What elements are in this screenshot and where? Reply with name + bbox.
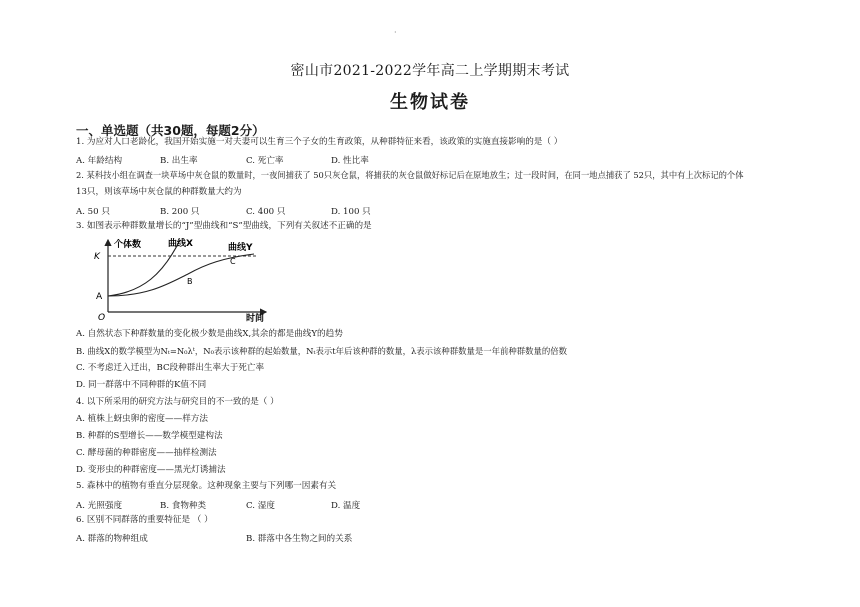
q2-option-b: B. 200 只 bbox=[160, 207, 200, 217]
q2-option-d: D. 100 只 bbox=[331, 207, 371, 217]
q3-option-a: A. 自然状态下种群数量的变化极少数是曲线X,其余的都是曲线Y的趋势 bbox=[76, 329, 343, 339]
question-6-stem: 6. 区别不同群落的重要特征是 （ ） bbox=[76, 515, 213, 525]
q1-option-b: B. 出生率 bbox=[160, 156, 198, 166]
q2-option-c: C. 400 只 bbox=[246, 207, 286, 217]
q4-option-a: A. 植株上蚜虫卵的密度——样方法 bbox=[76, 414, 208, 424]
c-label: C bbox=[230, 257, 236, 266]
x-axis-label: 时间 bbox=[246, 314, 265, 322]
origin-label: O bbox=[98, 313, 106, 322]
exam-title: 密山市2021-2022学年高二上学期期末考试 bbox=[290, 63, 570, 79]
q4-option-b: B. 种群的S型增长——数学模型建构法 bbox=[76, 431, 223, 441]
k-label: K bbox=[94, 252, 100, 262]
question-1-options bbox=[76, 154, 476, 166]
section-heading: 一、单选题（共30题，每题2分） bbox=[76, 123, 265, 138]
question-2-stem: 2. 某科技小组在调查一块草场中灰仓鼠的数量时，一夜间捕获了 50只灰仓鼠，将捕获的灰仓鼠做好标记后在原地放生；过一段时间，在同一地点捕获了 52只，其中有上次标记的个体 bbox=[76, 170, 744, 180]
q5-option-b: B. 食物种类 bbox=[160, 501, 207, 511]
q6-option-a: A. 群落的物种组成 bbox=[76, 534, 148, 544]
question-1-stem: 1. 为应对人口老龄化，我国开始实施一对夫妻可以生育三个子女的生育政策，从种群特征来看，该政策的实施直接影响的是（ ） bbox=[76, 137, 563, 147]
q1-option-d: D. 性比率 bbox=[331, 156, 369, 166]
q3-option-d: D. 同一群落中不同种群的K值不同 bbox=[76, 380, 207, 390]
q1-option-a: A. 年龄结构 bbox=[76, 156, 123, 166]
question-2-options bbox=[76, 205, 476, 217]
q5-option-d: D. 温度 bbox=[331, 501, 361, 511]
y-axis-label: 个体数 bbox=[114, 240, 142, 250]
q5-option-c: C. 湿度 bbox=[246, 501, 275, 511]
population-growth-figure bbox=[88, 236, 278, 322]
q4-option-c: C. 酵母菌的种群密度——抽样检测法 bbox=[76, 448, 217, 458]
q1-option-c: C. 死亡率 bbox=[246, 156, 284, 166]
a-label: A bbox=[96, 292, 103, 302]
question-6-options bbox=[76, 532, 476, 544]
question-5-stem: 5. 森林中的植物有垂直分层现象。这种现象主要与下列哪一因素有关 bbox=[76, 481, 337, 491]
curve-y-label: 曲线Y bbox=[228, 243, 253, 253]
q6-option-b: B. 群落中各生物之间的关系 bbox=[246, 534, 353, 544]
b-label: B bbox=[187, 277, 193, 286]
question-4-stem: 4. 以下所采用的研究方法与研究目的不一致的是（ ） bbox=[76, 397, 279, 407]
curve-x-label: 曲线X bbox=[168, 239, 193, 249]
q3-option-c: C. 不考虑迁入迁出，BC段种群出生率大于死亡率 bbox=[76, 363, 265, 373]
header-dot: · bbox=[394, 28, 397, 37]
q5-option-a: A. 光照强度 bbox=[76, 501, 123, 511]
exam-subject: 生物试卷 bbox=[390, 92, 470, 113]
q3-option-b: B. 曲线X的数学模型为Nₜ=N₀λᵗ，N₀表示该种群的起始数量，Nₜ表示t年后该种群的数量，λ表示该种群数量是一年前种群数量的倍数 bbox=[76, 346, 568, 356]
q2-option-a: A. 50 只 bbox=[76, 207, 110, 217]
question-2-stem-continued: 13只，则该草场中灰仓鼠的种群数量大约为 bbox=[76, 187, 242, 197]
question-3-stem: 3. 如图表示种群数量增长的“J”型曲线和“S”型曲线，下列有关叙述不正确的是 bbox=[76, 221, 372, 231]
q4-option-d: D. 变形虫的种群密度——黑光灯诱捕法 bbox=[76, 465, 226, 475]
question-5-options bbox=[76, 499, 476, 511]
